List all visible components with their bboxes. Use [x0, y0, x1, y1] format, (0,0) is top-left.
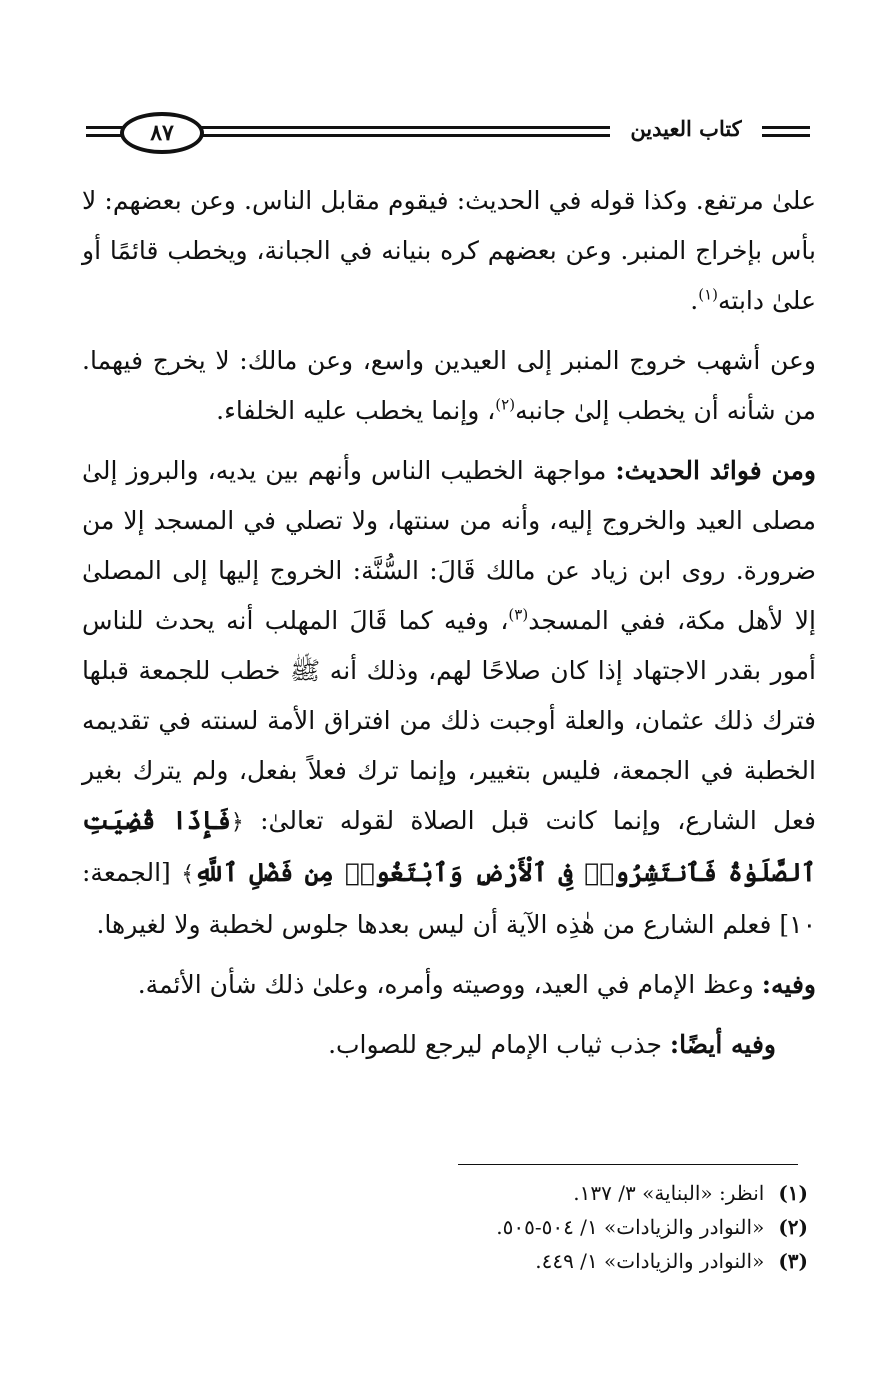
paragraph-text: [الجمعة: ١٠] فعلم الشارع من هٰذِه الآية أن ليس بعدها جلوس لخطبة ولا لغيرها. — [82, 858, 816, 939]
footnotes — [300, 1176, 808, 1278]
paragraph — [82, 1020, 816, 1070]
paragraph-text: وعن أشهب خروج المنبر إلى العيدين واسع، وعن مالك: لا يخرج فيهما. من شأنه أن يخطب إلىٰ جانبه — [82, 346, 816, 425]
paragraph-text: جذب ثياب الإمام ليرجع للصواب. — [328, 1030, 670, 1059]
footnote-number: (٢) — [778, 1215, 808, 1239]
paragraph-text: ، وفيه كما قَالَ المهلب أنه يحدث للناس أمور بقدر الاجتهاد إذا كان صلاحًا لهم، وذلك أنه ﷺ خطب للجمعة قبلها فترك ذلك عثمان، والعلة أوجبت ذلك من افتراق الأمة لسنته في تقديمه الخطبة في الجمعة، فليس بتغيير، وإنما ترك فعلاً بفعل، ولم يترك بغير فعل الشارع، وإنما كانت قبل الصلاة لقوله تعالىٰ: — [82, 606, 817, 835]
paragraph-text: وعظ الإمام في العيد، ووصيته وأمره، وعلىٰ ذلك شأن الأئمة. — [137, 970, 762, 999]
paragraph-text: علىٰ مرتفع. وكذا قوله في الحديث: فيقوم مقابل الناس. وعن بعضهم: لا بأس بإخراج المنبر. وعن بعضهم كره بنيانه في الجبانة، ويخطب قائمًا أو علىٰ دابته — [82, 186, 816, 315]
footnote-number: (٣) — [778, 1249, 808, 1273]
paragraph-text: . — [690, 286, 699, 315]
paragraph-text: مواجهة الخطيب الناس وأنهم بين يديه، والبروز إلىٰ مصلى العيد والخروج إليه، وأنه من سنتها، ولا تصلي في المسجد إلا من ضرورة. روى ابن زياد عن مالك قَالَ: السُّنَّة: الخروج إليها إلى المصلىٰ إلا لأهل مكة، ففي المسجد — [82, 456, 816, 635]
footnote — [300, 1244, 808, 1278]
page-number: ٨٧ — [150, 120, 174, 146]
page-number-oval — [120, 112, 204, 154]
footnote — [300, 1176, 808, 1210]
footnote-text: انظر: «البناية» ٣/ ١٣٧. — [573, 1181, 765, 1205]
footnote — [300, 1210, 808, 1244]
paragraph — [82, 446, 816, 950]
paragraph — [82, 960, 816, 1010]
footnote-separator — [458, 1164, 798, 1165]
quran-bracket-close: ﴾ — [181, 862, 195, 887]
footnote-text: «النوادر والزيادات» ١/ ٥٠٤-٥٠٥. — [496, 1215, 765, 1239]
header-rule — [762, 134, 810, 137]
main-text — [82, 176, 816, 1070]
footnote-ref: (١) — [698, 285, 719, 304]
paragraph-text: ، وإنما يخطب عليه الخلفاء. — [216, 396, 496, 425]
footnote-ref: (٣) — [508, 605, 529, 624]
footnote-ref: (٢) — [495, 395, 516, 414]
footnote-number: (١) — [778, 1181, 808, 1205]
quran-bracket-open: ﴿ — [230, 810, 244, 835]
header-rule — [762, 126, 810, 129]
paragraph — [82, 336, 816, 436]
paragraph — [82, 176, 816, 326]
header-rule — [198, 134, 610, 137]
quran-verse: فَإِذَا قُضِيَتِ ٱلصَّلَوٰةُ فَٱنتَشِرُوا۟ فِى ٱلْأَرْضِ وَٱبْتَغُوا۟ مِن فَضْلِ ٱللَّهِ — [82, 806, 816, 887]
running-title: كتاب العيدين — [630, 116, 742, 141]
paragraph-lead: وفيه: — [761, 970, 816, 999]
paragraph-lead: وفيه أيضًا: — [669, 1030, 776, 1059]
paragraph-lead: ومن فوائد الحديث: — [615, 456, 816, 485]
header-rule — [198, 126, 610, 129]
footnote-text: «النوادر والزيادات» ١/ ٤٤٩. — [535, 1249, 765, 1273]
page-header — [86, 108, 810, 158]
